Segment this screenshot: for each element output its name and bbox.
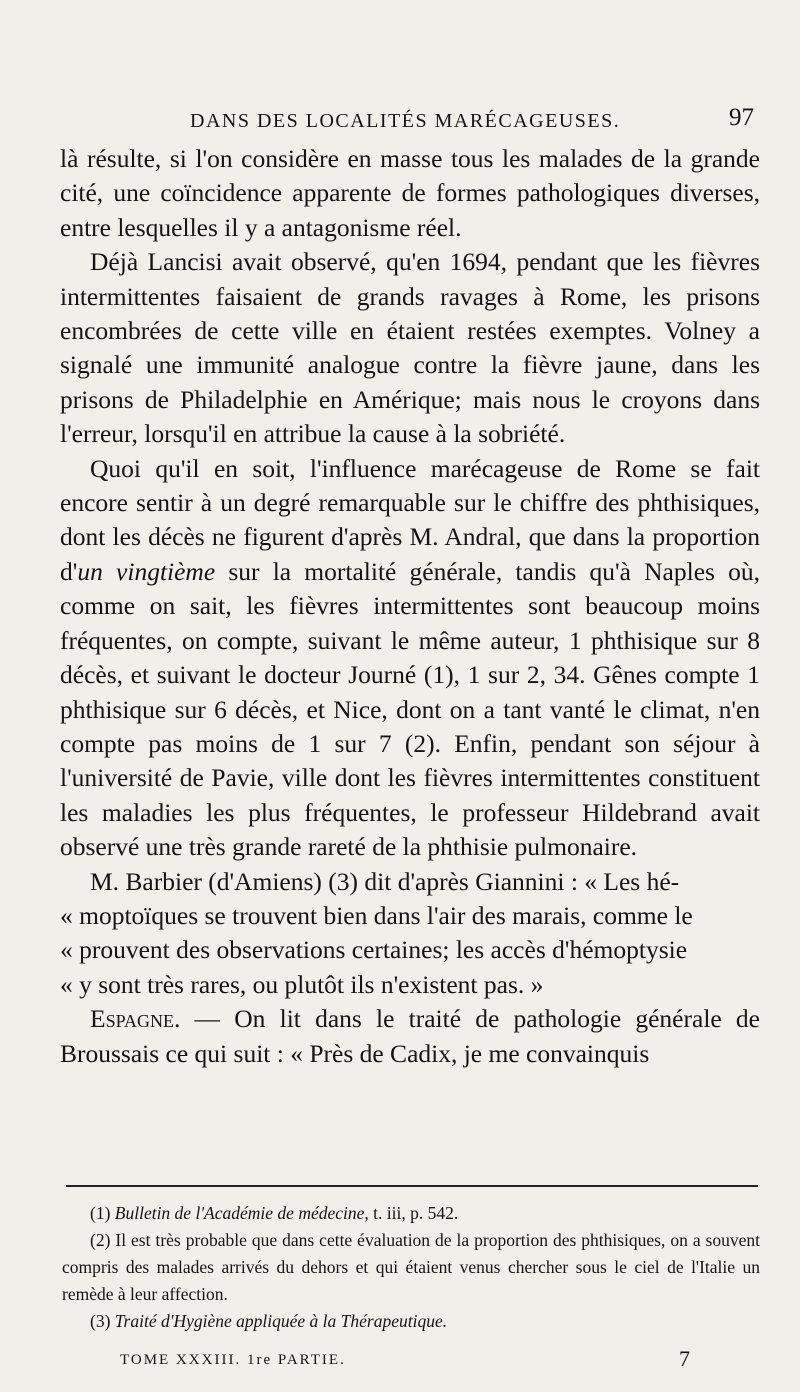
paragraph-rome-phthisis: [60, 452, 760, 865]
page-number: 97: [729, 104, 754, 131]
footnote-marker: (1): [90, 1203, 111, 1223]
signature-mark: TOME XXXIII. 1re PARTIE.: [120, 1352, 346, 1368]
footnote-2: [62, 1227, 760, 1308]
footnote-1: [62, 1200, 760, 1227]
paragraph-text: là résulte, si l'on considère en masse tous les malades de la grande cité, une coïncidence apparente de formes pathologiques diverses, entre lesquelles il y a antagonisme réel.: [60, 144, 760, 242]
footnote-marker: (3): [90, 1311, 111, 1331]
footnote-citation: Traité d'Hygiène appliquée à la Thérapeutique.: [114, 1311, 448, 1331]
paragraph-continuation: [60, 142, 760, 245]
footnote-citation: Bulletin de l'Académie de médecine,: [114, 1203, 369, 1223]
page-header: [60, 104, 760, 140]
paragraph-text-before: Quoi qu'il en soit, l'influence marécageuse de Rome se fait encore sentir à un degré remarquable sur le chiffre des phthisiques, dont les décès ne figurent d'après M. Andral, que dans la proportion d': [60, 453, 760, 586]
footnote-marker: (2): [90, 1230, 111, 1250]
section-lead-espagne: Espagne.: [90, 1004, 181, 1034]
body-text: [60, 142, 760, 1071]
paragraph-barbier-quote: [60, 865, 760, 1003]
running-head: DANS DES LOCALITÉS MARÉCAGEUSES.: [190, 110, 621, 132]
footnotes: [62, 1200, 760, 1335]
emphasis-un-vingtieme: un vingtième: [77, 556, 216, 586]
footnote-3: [62, 1308, 760, 1335]
paragraph-text: Déjà Lancisi avait observé, qu'en 1694, pendant que les fièvres intermittentes faisaient de grands ravages à Rome, les prisons encombrées de cette ville en étaient restées exemptes. Volney a signalé une immunité analogue contre la fièvre jaune, dans les prisons de Philadelphie en Amérique; mais nous le croyons dans l'erreur, lorsqu'il en attribue la cause à la sobriété.: [60, 247, 760, 449]
paragraph-text: — On lit dans le traité de pathologie générale de Broussais ce qui suit : « Près de Cadix, je me convainquis: [60, 1004, 760, 1068]
paragraph-lancisi: [60, 245, 760, 451]
footnote-divider: [66, 1185, 758, 1187]
quote-line: M. Barbier (d'Amiens) (3) dit d'après Giannini : « Les hé-: [90, 866, 680, 896]
footnote-text: t. iii, p. 542.: [368, 1203, 459, 1223]
quote-line: « y sont très rares, ou plutôt ils n'existent pas. »: [60, 969, 544, 999]
quote-line: « moptoïques se trouvent bien dans l'air des marais, comme le: [60, 900, 693, 930]
quote-line: « prouvent des observations certaines; les accès d'hémoptysie: [60, 935, 688, 965]
paragraph-text-after: sur la mortalité générale, tandis qu'à Naples où, comme on sait, les fièvres intermittentes sont beaucoup moins fréquentes, on compte, suivant le même auteur, 1 phthisique sur 8 décès, et suivant le docteur Journé (1), 1 sur 2, 34. Gênes compte 1 phthisique sur 6 décès, et Nice, dont on a tant vanté le climat, n'en compte pas moins de 1 sur 7 (2). Enfin, pendant son séjour à l'université de Pavie, ville dont les fièvres intermittentes constituent les maladies les plus fréquentes, le professeur Hildebrand avait observé une très grande rareté de la phthisie pulmonaire.: [60, 556, 760, 862]
footnote-text: Il est très probable que dans cette évaluation de la proportion des phthisiques, on a souvent compris des malades arrivés du dehors et qui étaient venus chercher sous le ciel de l'Italie un remède à leur affection.: [62, 1230, 760, 1304]
page-footer: [120, 1346, 690, 1376]
paragraph-espagne: [60, 1002, 760, 1071]
signature-number: 7: [679, 1346, 690, 1371]
